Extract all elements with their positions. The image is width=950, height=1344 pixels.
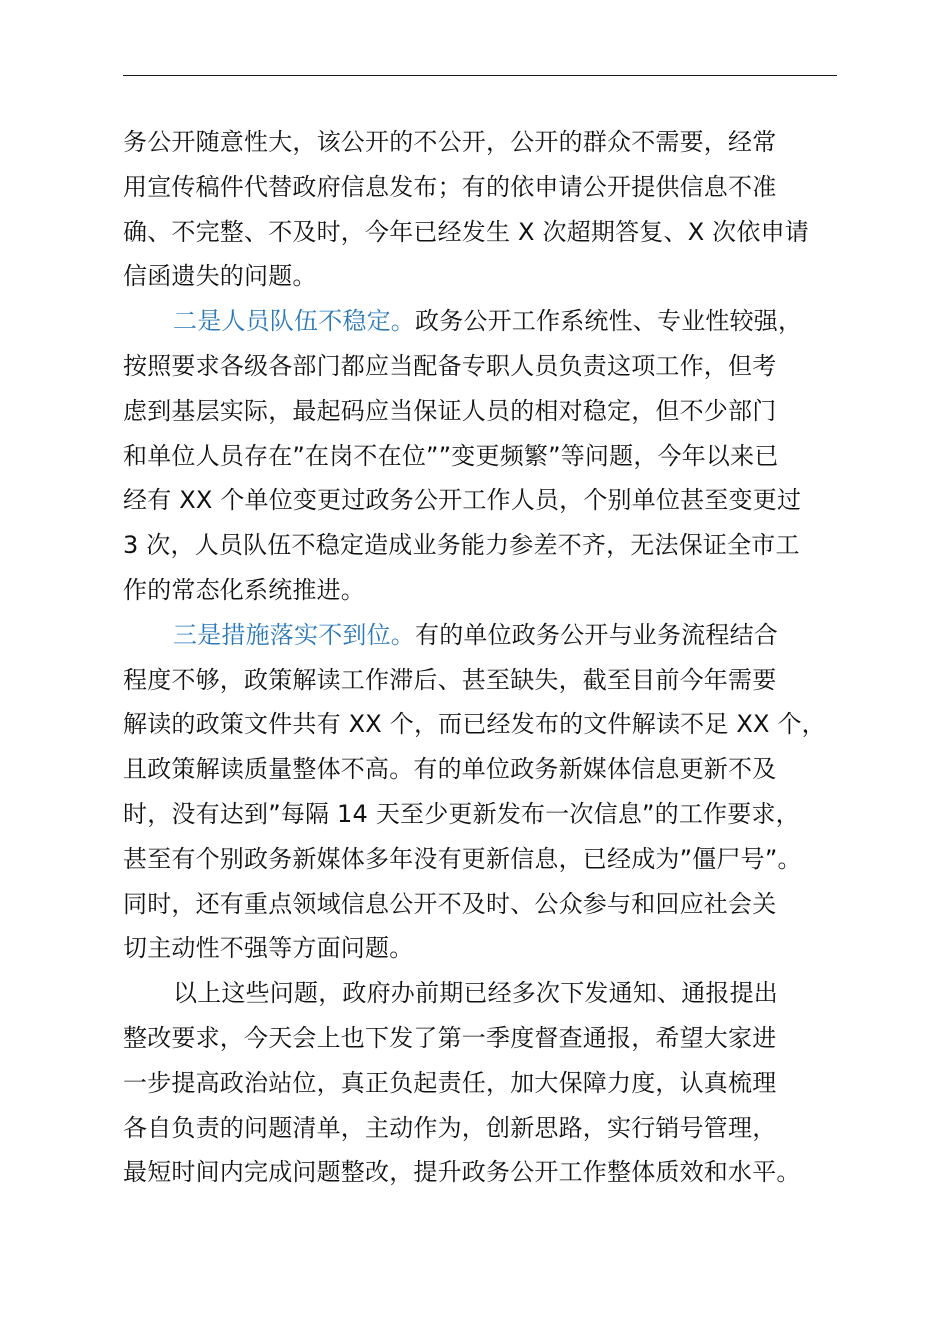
text-line: 时，没有达到”每隔 14 天至少更新发布一次信息”的工作要求， <box>123 799 800 828</box>
text-line: 确、不完整、不及时，今年已经发生 X 次超期答复、X 次依申请 <box>123 217 809 246</box>
text-line: 经有 XX 个单位变更过政务公开工作人员，个别单位甚至变更过 <box>123 486 802 515</box>
paragraph-4 <box>123 971 837 1195</box>
text-line: 整改要求，今天会上也下发了第一季度督查通报，希望大家进 <box>123 1023 777 1052</box>
text-line: 用宣传稿件代替政府信息发布；有的依申请公开提供信息不准 <box>123 172 777 201</box>
text-line: 且政策解读质量整体不高。有的单位政务新媒体信息更新不及 <box>123 755 777 784</box>
text-line: 虑到基层实际，最起码应当保证人员的相对稳定，但不少部门 <box>123 396 777 425</box>
text-line: 最短时间内完成问题整改，提升政务公开工作整体质效和水平。 <box>123 1158 801 1187</box>
paragraph-lead-heading: 二是人员队伍不稳定。 <box>173 307 415 336</box>
paragraph-2 <box>123 299 837 613</box>
paragraph-3 <box>123 613 837 971</box>
text-line: 和单位人员存在”在岗不在位””变更频繁”等问题，今年以来已 <box>123 441 779 470</box>
text-line: 3 次，人员队伍不稳定造成业务能力参差不齐，无法保证全市工 <box>123 531 800 560</box>
paragraph-1 <box>123 120 837 299</box>
text-line: 作的常态化系统推进。 <box>123 575 365 604</box>
document-body <box>123 120 837 1195</box>
text-line-rest: 有的单位政务公开与业务流程结合 <box>415 620 778 649</box>
text-line: 切主动性不强等方面问题。 <box>123 934 414 963</box>
text-line: 程度不够，政策解读工作滞后、甚至缺失，截至目前今年需要 <box>123 665 777 694</box>
text-line: 解读的政策文件共有 XX 个，而已经发布的文件解读不足 XX 个， <box>123 710 826 739</box>
text-line: 以上这些问题，政府办前期已经多次下发通知、通报提出 <box>173 979 778 1008</box>
text-line: 信函遗失的问题。 <box>123 262 317 291</box>
text-line: 同时，还有重点领域信息公开不及时、公众参与和回应社会关 <box>123 889 777 918</box>
paragraph-lead-heading: 三是措施落实不到位。 <box>173 620 415 649</box>
text-line: 各自负责的问题清单，主动作为，创新思路，实行销号管理， <box>123 1113 777 1142</box>
text-line: 务公开随意性大，该公开的不公开，公开的群众不需要，经常 <box>123 128 777 156</box>
text-line: 按照要求各级各部门都应当配备专职人员负责这项工作，但考 <box>123 351 777 380</box>
text-line <box>123 299 837 344</box>
text-line: 甚至有个别政务新媒体多年没有更新信息，已经成为”僵尸号”。 <box>123 844 802 873</box>
text-line: 一步提高政治站位，真正负起责任，加大保障力度，认真梳理 <box>123 1068 777 1097</box>
text-line <box>123 613 837 658</box>
text-line-rest: 政务公开工作系统性、专业性较强， <box>415 307 803 336</box>
header-rule <box>123 75 837 76</box>
